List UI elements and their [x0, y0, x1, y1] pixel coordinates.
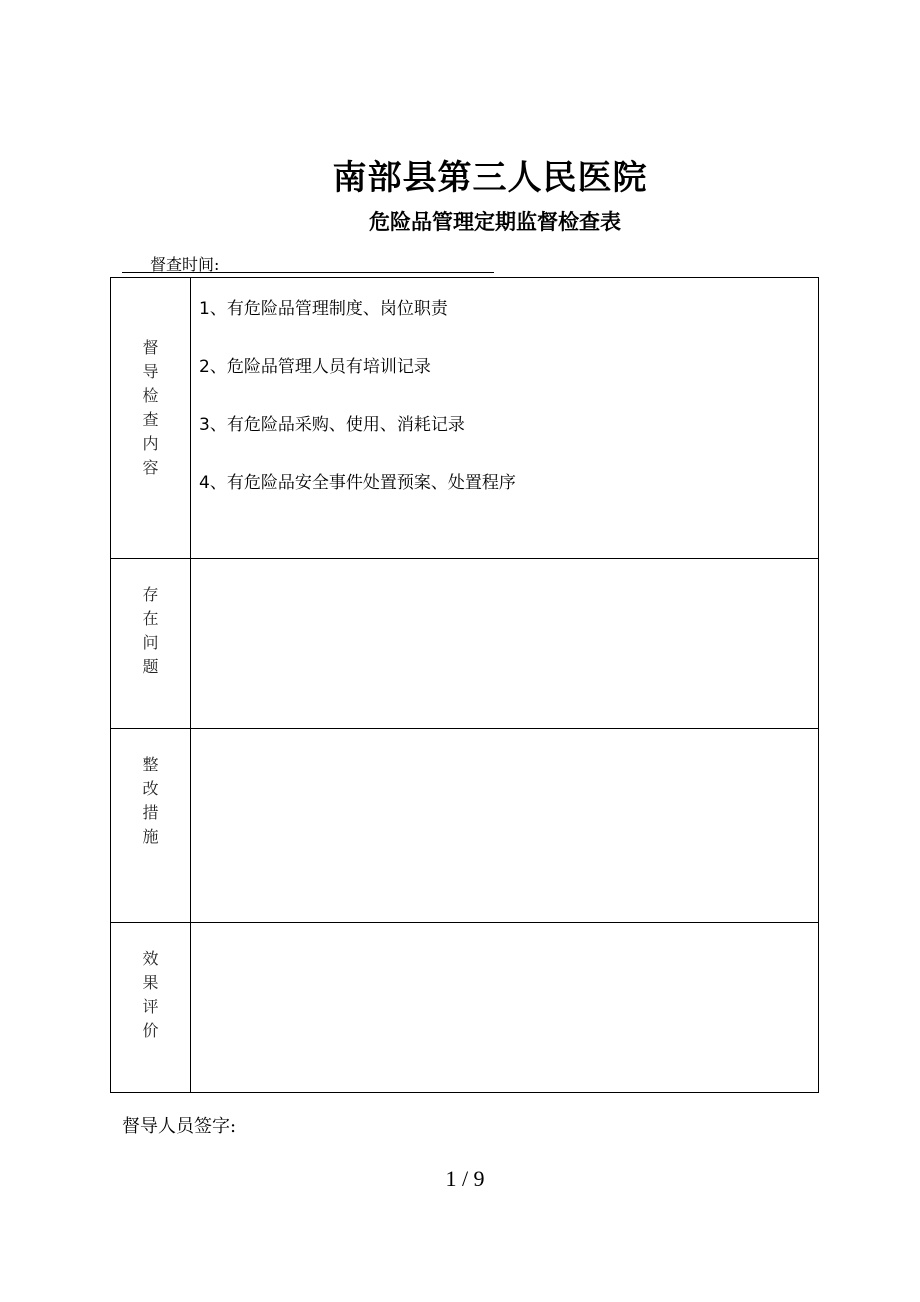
table-row-inspection-content	[111, 278, 819, 559]
table-row-rectification-measures	[111, 729, 819, 923]
signature-label: 督导人员签字:	[122, 1116, 237, 1137]
table-row-effect-evaluation	[111, 923, 819, 1093]
row-label-cell	[111, 559, 191, 729]
row-label-existing-problems: 存 在 问 题	[142, 585, 159, 676]
page-number: 1 / 9	[445, 1166, 485, 1191]
inspection-form-table	[110, 277, 819, 1093]
list-item: 3、有危险品采购、使用、消耗记录	[199, 415, 465, 435]
row-label-effect-evaluation: 效 果 评 价	[142, 949, 159, 1040]
document-subtitle: 危险品管理定期监督检查表	[369, 210, 621, 234]
row-label-cell	[111, 278, 191, 559]
inspect-time-field[interactable]	[122, 252, 494, 273]
inspection-content-cell	[191, 278, 819, 559]
inspection-items-list	[191, 278, 818, 494]
list-item: 1、有危险品管理制度、岗位职责	[199, 299, 448, 319]
document-title: 南部县第三人民医院	[332, 158, 648, 198]
list-item: 4、有危险品安全事件处置预案、处置程序	[199, 473, 516, 493]
table-row-existing-problems	[111, 559, 819, 729]
row-label-rectification-measures: 整 改 措 施	[142, 755, 159, 846]
rectification-measures-input-cell[interactable]	[191, 729, 819, 923]
existing-problems-input-cell[interactable]	[191, 559, 819, 729]
effect-evaluation-input-cell[interactable]	[191, 923, 819, 1093]
inspect-time-label: 督查时间:	[150, 255, 220, 274]
list-item: 2、危险品管理人员有培训记录	[199, 357, 431, 377]
row-label-cell	[111, 729, 191, 923]
row-label-cell	[111, 923, 191, 1093]
row-label-inspection-content: 督 导 检 查 内 容	[142, 338, 159, 477]
